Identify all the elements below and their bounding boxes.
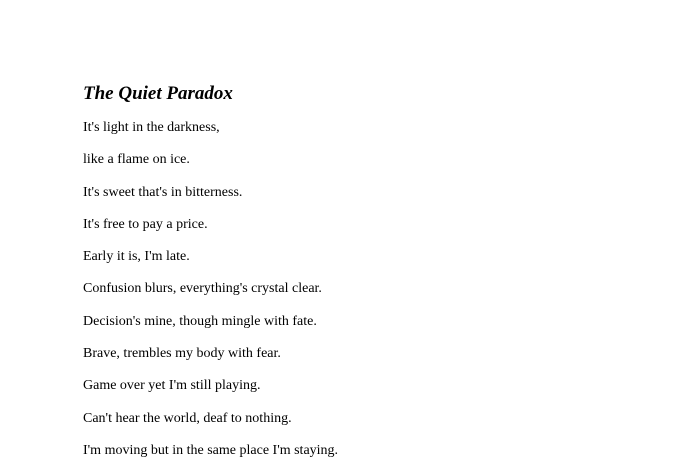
poem-line: Confusion blurs, everything's crystal clear.	[83, 281, 322, 297]
poem-line: Brave, trembles my body with fear.	[83, 346, 281, 362]
poem-lines	[83, 119, 338, 474]
poem-line: It's free to pay a price.	[83, 216, 208, 232]
poem-title: The Quiet Paradox	[83, 83, 233, 104]
poem-line: Game over yet I'm still playing.	[83, 378, 261, 394]
poem-line: Early it is, I'm late.	[83, 249, 190, 265]
poem-line: Decision's mine, though mingle with fate.	[83, 313, 317, 329]
poem-line: like a flame on ice.	[83, 152, 190, 168]
poem-line: Can't hear the world, deaf to nothing.	[83, 410, 292, 426]
poem-line: I'm moving but in the same place I'm staying.	[83, 442, 339, 458]
poem-line: It's light in the darkness,	[83, 120, 220, 135]
poem-line: It's sweet that's in bitterness.	[83, 184, 243, 200]
